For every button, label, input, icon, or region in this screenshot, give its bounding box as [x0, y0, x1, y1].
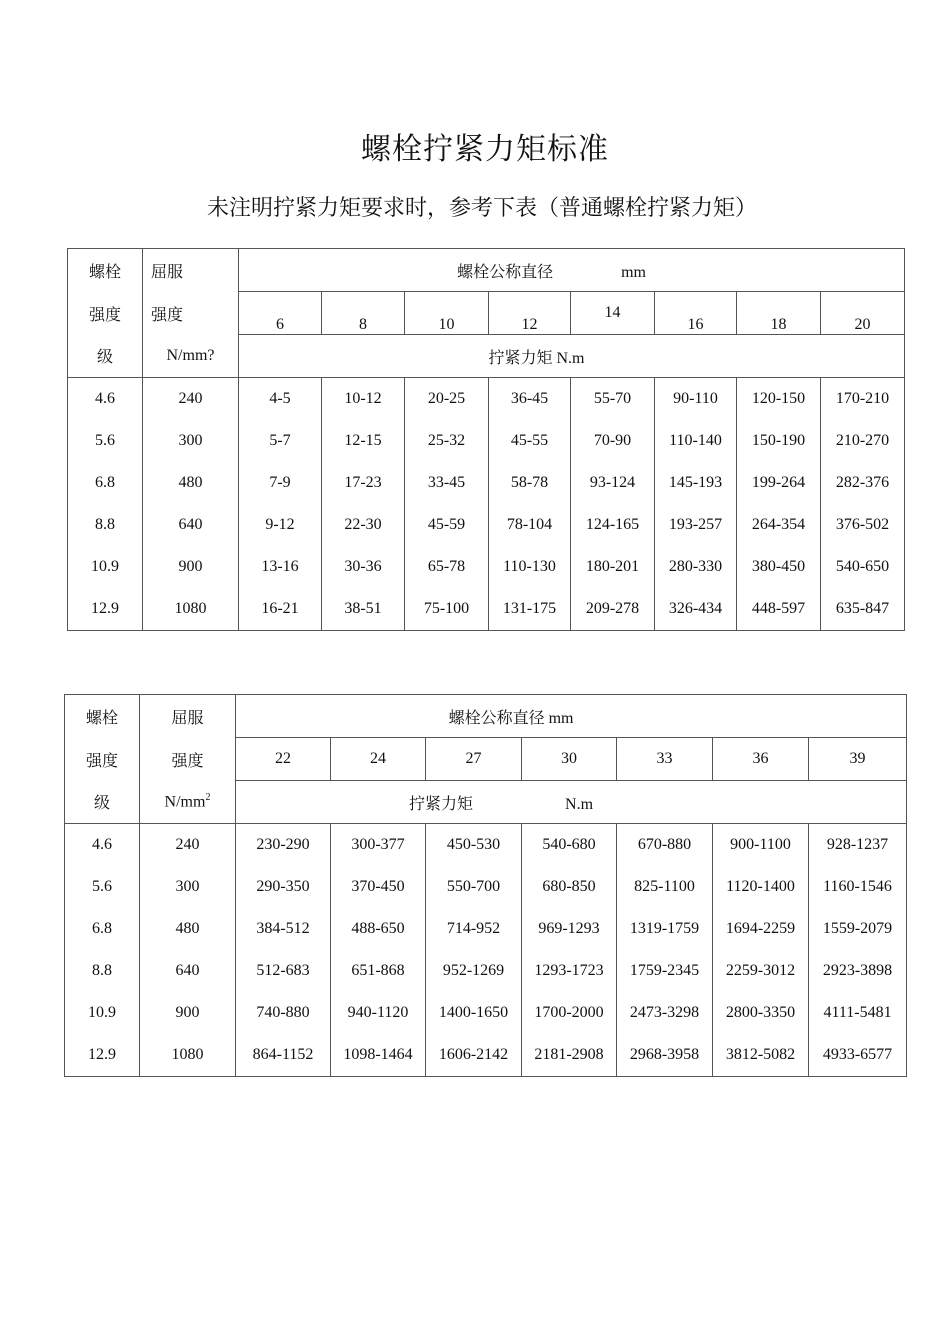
- torque-cell: 1400-1650: [426, 992, 522, 1034]
- torque-cell: 1293-1723: [522, 950, 617, 992]
- torque-cell: 120-150: [737, 378, 821, 421]
- yield-cell: 300: [143, 420, 239, 462]
- torque-cell: 1559-2079: [809, 908, 907, 950]
- table1-body: [68, 378, 905, 631]
- torque-cell: 4933-6577: [809, 1034, 907, 1077]
- diameter-cell: 20: [821, 292, 905, 335]
- torque-cell: 110-130: [489, 546, 571, 588]
- torque-cell: 488-650: [331, 908, 426, 950]
- header-yield-line1: 屈服: [143, 249, 239, 292]
- header-grade-line3: 级: [93, 795, 110, 813]
- torque-cell: 2923-3898: [809, 950, 907, 992]
- torque-cell: 2968-3958: [617, 1034, 713, 1077]
- header-diameter-label: 螺栓公称直径: [457, 263, 554, 281]
- header-yield-unit: [140, 781, 236, 824]
- header-grade-line1: 螺栓: [85, 709, 118, 727]
- torque-cell: 1694-2259: [713, 908, 809, 950]
- torque-cell: 25-32: [405, 420, 489, 462]
- grade-cell: 8.8: [95, 516, 115, 533]
- yield-cell: 1080: [140, 1034, 236, 1077]
- header-torque-unit: N.m: [565, 795, 594, 813]
- torque-cell: 30-36: [322, 546, 405, 588]
- torque-cell: 1759-2345: [617, 950, 713, 992]
- torque-cell: 680-850: [522, 866, 617, 908]
- torque-cell: 635-847: [821, 588, 905, 631]
- torque-cell: 282-376: [821, 462, 905, 504]
- grade-cell: 4.6: [65, 824, 140, 867]
- torque-cell: 75-100: [405, 588, 489, 631]
- table-row: [65, 908, 907, 950]
- table-row: [68, 546, 905, 588]
- torque-cell: 10-12: [322, 378, 405, 421]
- torque-cell: 1606-2142: [426, 1034, 522, 1077]
- diameter-cell: 10: [405, 292, 489, 335]
- torque-cell: 825-1100: [617, 866, 713, 908]
- torque-cell: 65-78: [405, 546, 489, 588]
- grade-cell: 6.8: [92, 920, 112, 937]
- torque-cell: 9-12: [239, 504, 322, 546]
- torque-cell: 450-530: [426, 824, 522, 867]
- torque-cell: 670-880: [617, 824, 713, 867]
- header-torque: 拧紧力矩 N.m: [239, 335, 905, 378]
- grade-cell: 5.6: [95, 432, 115, 449]
- diameter-cell: 27: [426, 738, 522, 781]
- torque-cell: 900-1100: [713, 824, 809, 867]
- torque-cell: 90-110: [655, 378, 737, 421]
- torque-cell: 300-377: [331, 824, 426, 867]
- torque-cell: 326-434: [655, 588, 737, 631]
- table-row: [65, 824, 907, 867]
- torque-cell: 540-680: [522, 824, 617, 867]
- torque-cell: 230-290: [236, 824, 331, 867]
- torque-cell: 199-264: [737, 462, 821, 504]
- yield-cell: 640: [140, 950, 236, 992]
- diameter-cell: 36: [713, 738, 809, 781]
- diameter-cell: 6: [239, 292, 322, 335]
- torque-cell: 33-45: [405, 462, 489, 504]
- torque-cell: 145-193: [655, 462, 737, 504]
- table-row: [68, 504, 905, 546]
- table-row: [68, 420, 905, 462]
- header-yield-line1: 屈服: [140, 695, 236, 738]
- torque-cell: 550-700: [426, 866, 522, 908]
- torque-cell: 969-1293: [522, 908, 617, 950]
- torque-cell: 651-868: [331, 950, 426, 992]
- page-subtitle: 未注明拧紧力矩要求时，参考下表（普通螺栓拧紧力矩）: [206, 196, 757, 221]
- diameter-cell: 33: [617, 738, 713, 781]
- header-yield-unit: N/mm?: [143, 335, 239, 378]
- torque-cell: 131-175: [489, 588, 571, 631]
- torque-cell: 16-21: [239, 588, 322, 631]
- yield-cell: 300: [140, 866, 236, 908]
- torque-cell: 93-124: [571, 462, 655, 504]
- torque-cell: 2800-3350: [713, 992, 809, 1034]
- torque-cell: 209-278: [571, 588, 655, 631]
- table-row: [68, 588, 905, 631]
- torque-cell: 952-1269: [426, 950, 522, 992]
- yield-cell: 640: [143, 504, 239, 546]
- torque-cell: 2473-3298: [617, 992, 713, 1034]
- torque-cell: 290-350: [236, 866, 331, 908]
- header-grade-line1: 螺栓: [88, 263, 121, 281]
- header-grade-line2: 强度: [85, 752, 118, 770]
- page-title: 螺栓拧紧力矩标准: [361, 133, 609, 166]
- diameter-cell: 14: [571, 292, 655, 335]
- torque-cell: 1700-2000: [522, 992, 617, 1034]
- torque-cell: 376-502: [821, 504, 905, 546]
- torque-table-large: [64, 694, 907, 1077]
- yield-cell: 1080: [143, 588, 239, 631]
- table-row: [65, 866, 907, 908]
- torque-cell: 928-1237: [809, 824, 907, 867]
- torque-cell: 210-270: [821, 420, 905, 462]
- grade-cell: 12.9: [88, 1046, 116, 1063]
- torque-cell: 1098-1464: [331, 1034, 426, 1077]
- diameter-cell: 18: [737, 292, 821, 335]
- grade-cell: 4.6: [68, 378, 143, 421]
- header-torque: [236, 781, 907, 824]
- diameter-cell: 30: [522, 738, 617, 781]
- header-yield-line2: 强度: [143, 292, 239, 335]
- torque-cell: 38-51: [322, 588, 405, 631]
- torque-cell: 20-25: [405, 378, 489, 421]
- torque-cell: 540-650: [821, 546, 905, 588]
- torque-cell: 2181-2908: [522, 1034, 617, 1077]
- table2-body: [65, 824, 907, 1077]
- table-row: [65, 992, 907, 1034]
- torque-cell: 150-190: [737, 420, 821, 462]
- grade-cell: 12.9: [91, 600, 119, 617]
- torque-cell: 78-104: [489, 504, 571, 546]
- table-row: [68, 378, 905, 421]
- torque-cell: 2259-3012: [713, 950, 809, 992]
- header-grade-line3: 级: [96, 349, 113, 367]
- torque-cell: 384-512: [236, 908, 331, 950]
- table-row: [68, 462, 905, 504]
- torque-cell: 110-140: [655, 420, 737, 462]
- torque-cell: 448-597: [737, 588, 821, 631]
- torque-cell: 1120-1400: [713, 866, 809, 908]
- torque-cell: 714-952: [426, 908, 522, 950]
- header-diameter: [239, 249, 905, 292]
- torque-cell: 740-880: [236, 992, 331, 1034]
- torque-cell: 4-5: [239, 378, 322, 421]
- grade-cell: 10.9: [91, 558, 119, 575]
- torque-cell: 4111-5481: [809, 992, 907, 1034]
- torque-table-small: [67, 248, 905, 631]
- grade-cell: 5.6: [92, 878, 112, 895]
- diameter-cell: 12: [489, 292, 571, 335]
- torque-cell: 380-450: [737, 546, 821, 588]
- table-row: [65, 1034, 907, 1077]
- header-diameter: 螺栓公称直径 mm: [236, 695, 907, 738]
- torque-cell: 264-354: [737, 504, 821, 546]
- diameter-cell: 16: [655, 292, 737, 335]
- torque-cell: 70-90: [571, 420, 655, 462]
- torque-cell: 193-257: [655, 504, 737, 546]
- torque-cell: 36-45: [489, 378, 571, 421]
- yield-cell: 240: [140, 824, 236, 867]
- header-yield-unit-sup: 2: [205, 792, 211, 804]
- table-row: [65, 950, 907, 992]
- yield-cell: 900: [140, 992, 236, 1034]
- torque-cell: 124-165: [571, 504, 655, 546]
- yield-cell: 480: [140, 908, 236, 950]
- diameter-cell: 8: [322, 292, 405, 335]
- torque-cell: 1319-1759: [617, 908, 713, 950]
- torque-cell: 864-1152: [236, 1034, 331, 1077]
- torque-cell: 12-15: [322, 420, 405, 462]
- grade-cell: 6.8: [95, 474, 115, 491]
- diameter-cell: 22: [236, 738, 331, 781]
- torque-cell: 5-7: [239, 420, 322, 462]
- torque-cell: 17-23: [322, 462, 405, 504]
- torque-cell: 512-683: [236, 950, 331, 992]
- torque-cell: 55-70: [571, 378, 655, 421]
- header-torque-label: 拧紧力矩: [409, 795, 474, 813]
- torque-cell: 45-59: [405, 504, 489, 546]
- diameter-cell: 39: [809, 738, 907, 781]
- torque-cell: 940-1120: [331, 992, 426, 1034]
- torque-cell: 22-30: [322, 504, 405, 546]
- torque-cell: 58-78: [489, 462, 571, 504]
- header-diameter-unit: mm: [621, 263, 646, 281]
- torque-cell: 370-450: [331, 866, 426, 908]
- torque-cell: 170-210: [821, 378, 905, 421]
- diameter-cell: 24: [331, 738, 426, 781]
- yield-cell: 900: [143, 546, 239, 588]
- torque-cell: 13-16: [239, 546, 322, 588]
- yield-cell: 240: [143, 378, 239, 421]
- header-yield-unit-base: N/mm: [164, 793, 206, 811]
- torque-cell: 1160-1546: [809, 866, 907, 908]
- torque-cell: 3812-5082: [713, 1034, 809, 1077]
- torque-cell: 7-9: [239, 462, 322, 504]
- grade-cell: 10.9: [88, 1004, 116, 1021]
- torque-cell: 180-201: [571, 546, 655, 588]
- header-grade-line2: 强度: [88, 306, 121, 324]
- grade-cell: 8.8: [92, 962, 112, 979]
- torque-cell: 280-330: [655, 546, 737, 588]
- torque-cell: 45-55: [489, 420, 571, 462]
- yield-cell: 480: [143, 462, 239, 504]
- header-yield-line2: 强度: [140, 738, 236, 781]
